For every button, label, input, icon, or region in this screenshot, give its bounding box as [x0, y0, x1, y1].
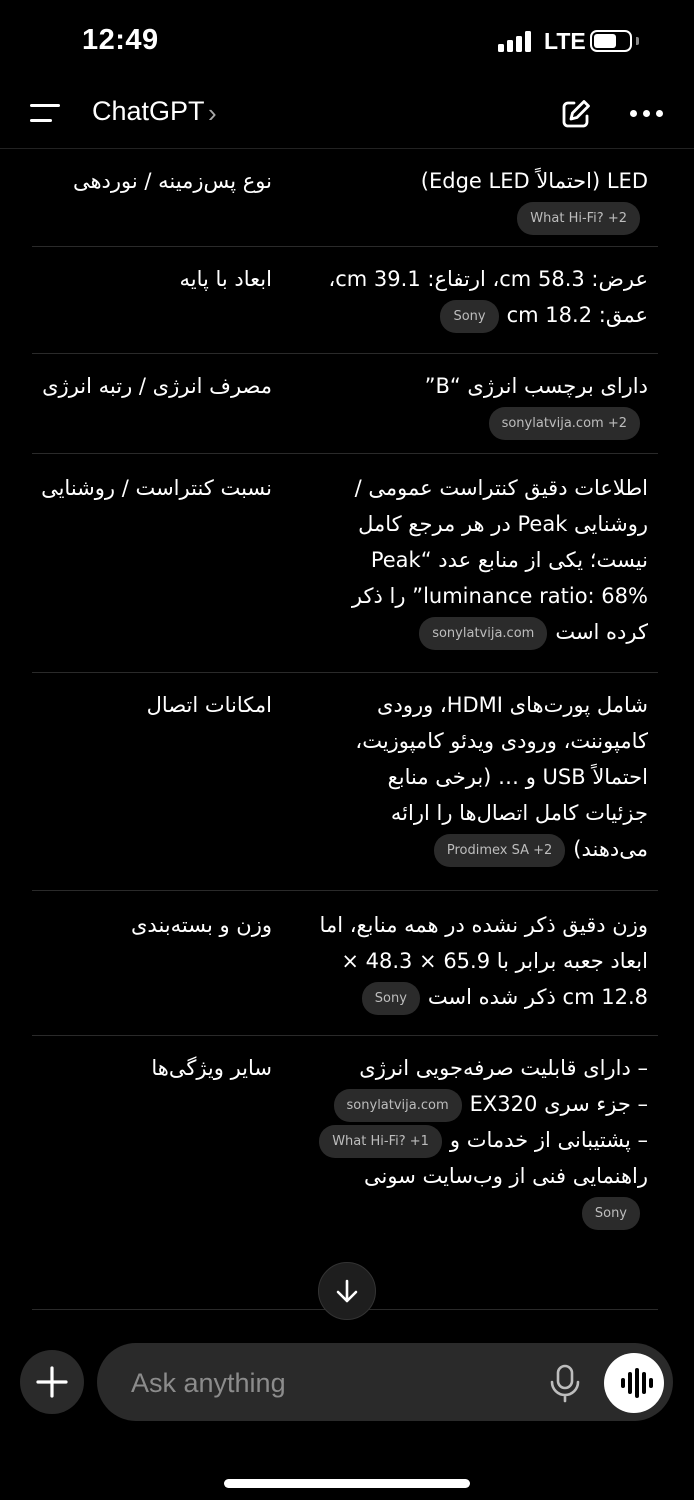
arrow-down-icon [318, 1262, 376, 1320]
battery-cap [636, 37, 639, 45]
table-row [32, 673, 658, 891]
value-line: – جزء سری EX320 [469, 1092, 648, 1116]
row-value [298, 907, 648, 1015]
row-value [298, 687, 648, 867]
table-row [32, 354, 658, 454]
microphone-icon[interactable] [547, 1363, 583, 1403]
voice-mode-button[interactable] [604, 1353, 664, 1413]
plus-icon [20, 1350, 84, 1414]
table-row [32, 891, 658, 1036]
source-chip[interactable]: Prodimex SA +2 [434, 834, 565, 867]
row-label: امکانات اتصال [146, 693, 272, 717]
value-line: جزئیات کامل اتصال‌ها را ارائه [390, 801, 648, 825]
chevron-right-icon[interactable]: › [208, 98, 217, 128]
value-line: LED (احتمالاً Edge LED) [420, 169, 648, 193]
value-line: luminance ratio: 68%” را ذکر [351, 584, 648, 608]
cellular-signal-icon [498, 30, 536, 52]
row-label: نسبت کنتراست / روشنایی [41, 476, 272, 500]
source-chip[interactable]: sonylatvija.com [334, 1089, 462, 1122]
value-line: عرض: 58.3 cm، ارتفاع: 39.1 cm، [328, 267, 648, 291]
row-value [298, 261, 648, 333]
value-line: کرده است [555, 620, 648, 644]
source-chip[interactable]: What Hi-Fi? +2 [517, 202, 640, 235]
attach-button[interactable] [20, 1350, 84, 1414]
row-label: سایر ویژگی‌ها [151, 1056, 272, 1080]
value-line: دارای برچسب انرژی “B” [424, 374, 648, 398]
status-bar [0, 0, 694, 84]
source-chip[interactable]: sonylatvija.com [419, 617, 547, 650]
row-label: ابعاد با پایه [179, 267, 272, 291]
composer [97, 1343, 673, 1421]
row-value [298, 163, 648, 235]
value-line: احتمالاً USB و … (برخی منابع [387, 765, 648, 789]
value-line: اطلاعات دقیق کنتراست عمومی / [354, 476, 648, 500]
table-row [32, 247, 658, 354]
home-indicator [224, 1479, 470, 1488]
row-label: مصرف انرژی / رتبه انرژی [42, 374, 272, 398]
value-line: روشنایی Peak در هر مرجع کامل [358, 512, 648, 536]
value-line: کامپوننت، ورودی ویدئو کامپوزیت، [355, 729, 648, 753]
value-line: – دارای قابلیت صرفه‌جویی انرژی [359, 1056, 648, 1080]
scroll-down-button[interactable] [318, 1262, 376, 1320]
battery-icon [590, 30, 632, 52]
value-line: عمق: 18.2 cm [506, 303, 648, 327]
menu-icon[interactable] [30, 102, 60, 126]
network-type: LTE [544, 28, 586, 54]
row-label: نوع پس‌زمینه / نوردهی [72, 169, 272, 193]
row-value [298, 1050, 648, 1230]
row-value [298, 470, 648, 650]
value-line: – پشتیبانی از خدمات و [449, 1128, 648, 1152]
value-line: می‌دهند) [573, 837, 648, 861]
row-label: وزن و بسته‌بندی [130, 913, 272, 937]
source-chip[interactable]: What Hi-Fi? +1 [319, 1125, 442, 1158]
row-value [298, 368, 648, 440]
new-chat-icon[interactable] [560, 98, 592, 130]
source-chip[interactable]: Sony [362, 982, 420, 1015]
value-line: ابعاد جعبه برابر با 65.9 × 48.3 × [341, 949, 648, 973]
app-header [0, 84, 694, 148]
status-time: 12:49 [82, 24, 159, 56]
app-title[interactable]: ChatGPT [92, 96, 205, 126]
value-line: وزن دقیق ذکر نشده در همه منابع، اما [319, 913, 648, 937]
value-line: نیست؛ یکی از منابع عدد “Peak [370, 548, 648, 572]
source-chip[interactable]: Sony [582, 1197, 640, 1230]
more-options-icon[interactable] [630, 110, 664, 118]
value-line: شامل پورت‌های HDMI، ورودی [377, 693, 648, 717]
value-line: 12.8 cm ذکر شده است [427, 985, 648, 1009]
source-chip[interactable]: sonylatvija.com +2 [489, 407, 640, 440]
table-row [32, 454, 658, 673]
value-line: راهنمایی فنی از وب‌سایت سونی [364, 1164, 648, 1188]
message-input[interactable] [129, 1363, 513, 1403]
table-row [32, 149, 658, 247]
source-chip[interactable]: Sony [440, 300, 498, 333]
